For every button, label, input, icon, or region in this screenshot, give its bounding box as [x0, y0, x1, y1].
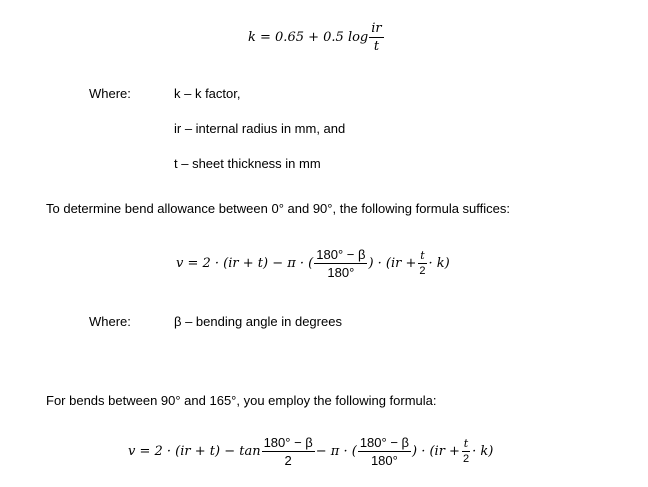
- fraction-denominator: 2: [284, 453, 292, 468]
- formula-v-90-165: [128, 435, 493, 468]
- fraction-numerator: ir: [371, 21, 382, 36]
- definition-ir: ir – internal radius in mm, and: [174, 121, 346, 136]
- fraction-denominator: 2: [419, 265, 426, 277]
- formula-part: · k): [472, 444, 494, 459]
- fraction-numerator: 180° − β: [316, 247, 366, 262]
- paragraph-bend-90-165: For bends between 90° and 165°, you employ the following formula:: [46, 393, 437, 408]
- definition-t: t – sheet thickness in mm: [174, 156, 321, 171]
- formula-v-0-90: [176, 247, 450, 280]
- formula-fraction: [314, 247, 367, 280]
- formula-part: v = 2 · (ir + t) − tan: [128, 444, 261, 459]
- fraction-numerator: 180° − β: [263, 435, 313, 450]
- where-label: Where:: [89, 86, 131, 101]
- formula-k-fraction: [369, 21, 383, 54]
- fraction-denominator: 180°: [370, 453, 398, 468]
- formula-fraction: [262, 435, 315, 468]
- fraction-denominator: 180°: [327, 265, 355, 280]
- formula-part: v = 2 · (ir + t) − π · (: [176, 256, 314, 271]
- formula-small-fraction: [461, 438, 471, 465]
- where-label: Where:: [89, 314, 131, 329]
- fraction-denominator: t: [373, 39, 380, 54]
- fraction-numerator: t: [463, 437, 469, 450]
- formula-small-fraction: [417, 250, 427, 277]
- formula-fraction: [358, 435, 411, 468]
- formula-part: − π · (: [315, 444, 357, 459]
- formula-k: [248, 21, 385, 54]
- definition-beta: β – bending angle in degrees: [174, 314, 342, 329]
- formula-part: ) · (ir +: [412, 444, 460, 459]
- fraction-numerator: t: [420, 249, 425, 262]
- paragraph-bend-allowance-0-90: To determine bend allowance between 0° and 90°, the following formula suffices:: [46, 201, 510, 216]
- fraction-denominator: 2: [462, 453, 470, 465]
- formula-k-lhs: k = 0.65 + 0.5 log: [248, 30, 369, 45]
- formula-part: · k): [428, 256, 450, 271]
- fraction-numerator: 180° − β: [359, 435, 409, 450]
- definition-k: k – k factor,: [174, 86, 241, 101]
- formula-part: ) · (ir +: [368, 256, 417, 271]
